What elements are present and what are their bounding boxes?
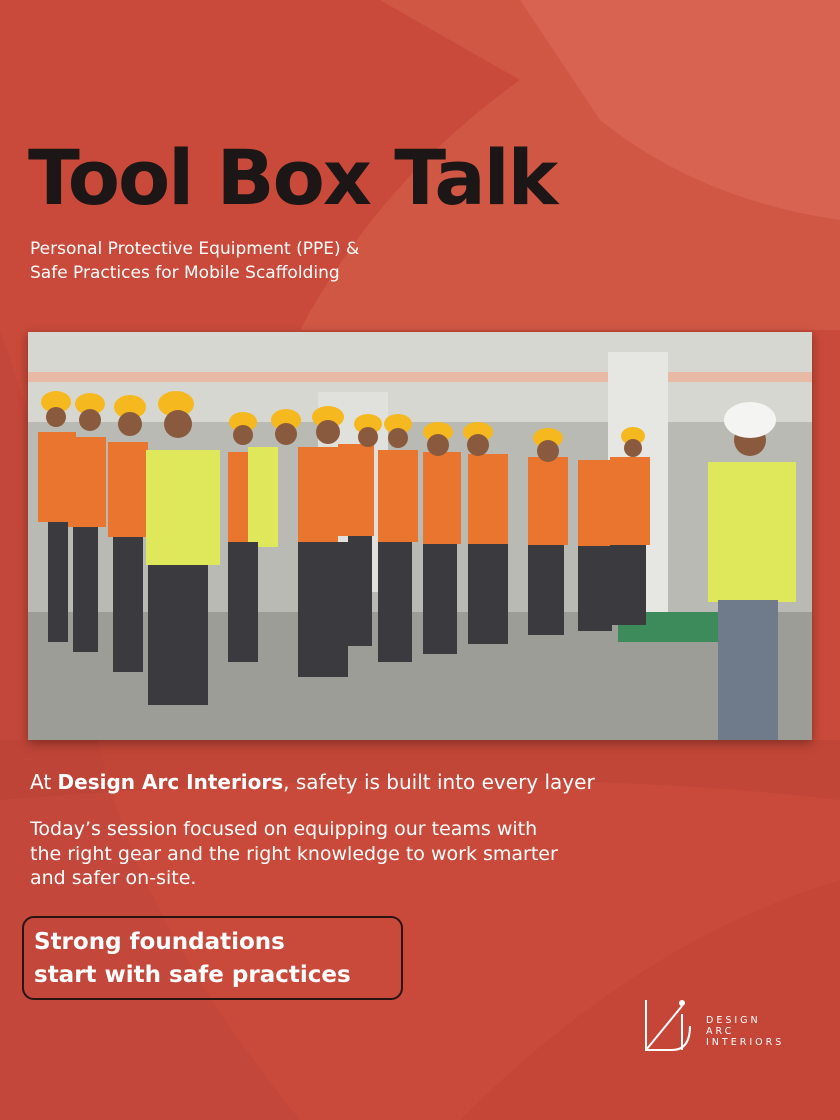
design-arc-logo bbox=[642, 996, 812, 1056]
body-line-3: and safer on-site. bbox=[30, 867, 197, 890]
tagline bbox=[30, 770, 810, 794]
body-line-2: the right gear and the right knowledge to work smarter bbox=[30, 842, 558, 865]
body-paragraph bbox=[30, 817, 650, 891]
team-safety-briefing-photo bbox=[28, 332, 812, 740]
callout-box bbox=[22, 916, 403, 1000]
callout-line-2: start with safe practices bbox=[34, 962, 351, 989]
callout-line-1: Strong foundations bbox=[34, 929, 285, 955]
tagline-brand: Design Arc Interiors bbox=[57, 770, 284, 794]
subtitle-line-2: Safe Practices for Mobile Scaffolding bbox=[30, 262, 340, 283]
tagline-suffix: , safety is built into every layer bbox=[283, 770, 595, 794]
logo-line-3: INTERIORS bbox=[706, 1036, 785, 1048]
page-subtitle bbox=[30, 238, 550, 286]
logo-mark-icon bbox=[642, 996, 694, 1054]
body-line-1: Today’s session focused on equipping our teams with bbox=[30, 818, 538, 840]
tagline-prefix: At bbox=[30, 770, 58, 794]
logo-wordmark bbox=[706, 1016, 784, 1049]
page-title: Tool Box Talk bbox=[28, 133, 557, 222]
subtitle-line-1: Personal Protective Equipment (PPE) & bbox=[30, 239, 360, 259]
logo-line-1: DESIGN bbox=[706, 1015, 761, 1026]
logo-line-2: ARC bbox=[706, 1025, 735, 1037]
